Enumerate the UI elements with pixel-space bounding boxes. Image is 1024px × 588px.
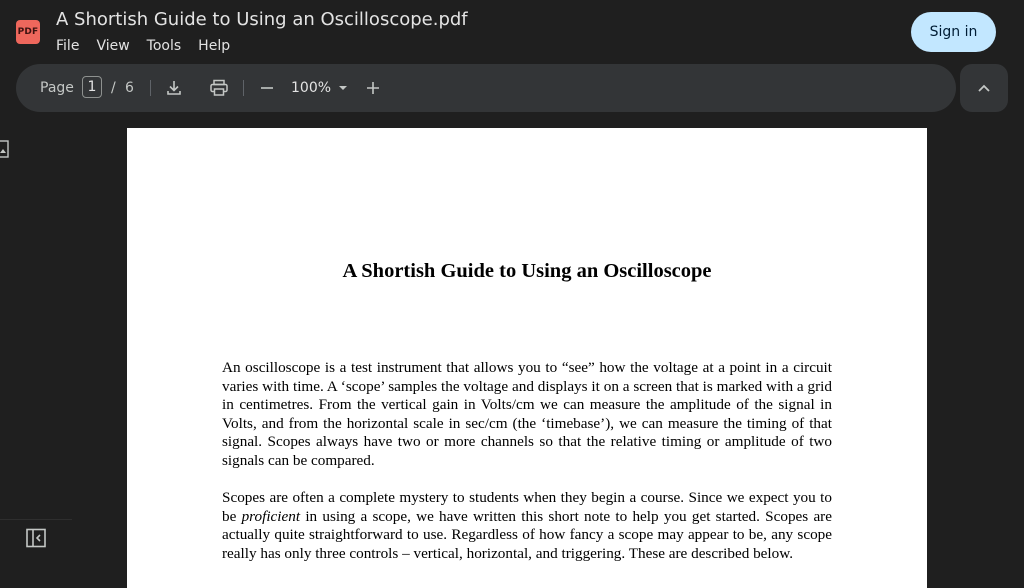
download-icon bbox=[165, 79, 183, 97]
menu-help[interactable]: Help bbox=[198, 38, 231, 54]
zoom-dropdown-icon bbox=[338, 85, 348, 91]
menu-view[interactable]: View bbox=[96, 38, 130, 54]
thumbnail-icon[interactable] bbox=[0, 140, 10, 158]
collapse-toolbar-button[interactable] bbox=[960, 64, 1008, 112]
menu-file[interactable]: File bbox=[56, 38, 80, 54]
document-heading: A Shortish Guide to Using an Oscilloscope bbox=[342, 260, 712, 282]
toolbar-divider bbox=[150, 80, 151, 96]
download-button[interactable] bbox=[158, 72, 190, 104]
print-icon bbox=[209, 79, 229, 97]
pdf-toolbar bbox=[16, 64, 956, 112]
zoom-in-button[interactable] bbox=[357, 72, 389, 104]
page-number-input[interactable]: 1 bbox=[82, 76, 102, 98]
sign-in-button[interactable]: Sign in bbox=[911, 12, 996, 52]
zoom-dropdown[interactable] bbox=[338, 64, 348, 112]
page-label: Page bbox=[40, 80, 74, 96]
zoom-in-icon bbox=[365, 80, 381, 96]
paragraph-intro: An oscilloscope is a test instrument that allows you to “see” how the voltage at a point in a circuit varies with time. A ‘scope’ samples the voltage and displays it on a screen that is marked with a grid in centimetres. From the vertical gain in Volts/cm we can measure the amplitude of the signal in Volts, and from the horizontal scale in sec/cm (the ‘timebase’), we can measure the timing of that signal. Scopes always have two or more channels so that the relative timing or amplitude of two signals can be compared. bbox=[222, 359, 832, 469]
pdf-app-icon: PDF bbox=[16, 20, 40, 44]
menu-bar bbox=[56, 37, 247, 55]
zoom-out-button[interactable] bbox=[251, 72, 283, 104]
document-title: A Shortish Guide to Using an Oscilloscope.pdf bbox=[56, 9, 468, 30]
pdf-page bbox=[127, 128, 927, 588]
menu-tools[interactable]: Tools bbox=[146, 38, 182, 54]
paragraph-second-part2: in using a scope, we have written this short note to help you get started. Scopes are actually quite straightforward to use. Regardless of how fancy a scope may appear to be, any scope really has only three controls – vertical, horizontal, and triggering. These are described below. bbox=[222, 507, 832, 562]
sidebar-divider bbox=[0, 519, 72, 520]
paragraph-second bbox=[222, 489, 832, 563]
toolbar-divider bbox=[243, 80, 244, 96]
emphasis-proficient: proficient bbox=[241, 507, 301, 525]
chevron-up-icon bbox=[977, 83, 991, 93]
zoom-level[interactable]: 100% bbox=[291, 80, 332, 96]
paragraph-second-part1: Scopes are often a complete mystery to students when they begin a course. Since we expect you to be bbox=[222, 489, 832, 525]
print-button[interactable] bbox=[203, 72, 235, 104]
total-pages: 6 bbox=[125, 80, 134, 96]
zoom-out-icon bbox=[259, 80, 275, 96]
page-separator: / bbox=[111, 80, 116, 96]
sidebar-toggle-icon[interactable] bbox=[24, 526, 48, 550]
